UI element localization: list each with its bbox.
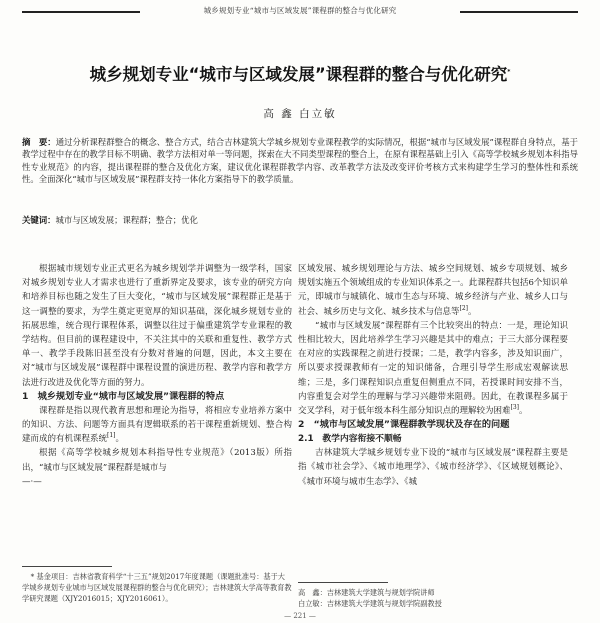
running-header: 城乡规划专业“城市与区域发展”课程群的整合与优化研究 <box>203 6 397 15</box>
footnote-rule-right <box>298 582 388 583</box>
authors: 高 鑫 白立敏 <box>263 108 337 120</box>
section-1-paragraph-2: 根据《高等学校城乡规划本科指导性专业规范》（2013版）所指出，“城市与区域发展”课程群是城市与 <box>22 448 292 473</box>
features-paragraph-text: “城市与区域发展”课程群有三个比较突出的特点：一是，理论知识性相比较大，因此培养学生学习兴趣是其中的难点；于三大部分课程要在对应的实践课程之前进行授课；二是，教学内容多，涉及知识面广，所以要求授课教师有一定的知识储备，合理引导学生形成宏观解读思维；三是，多门课程知识点重复但侧重点不同，若授课时间安排不当，内容重复会对学生的理解与学习兴趣带来阻碍。因此，在教课程多属于交叉学科，对于低年级本科生部分知识点的理解较为困难 <box>298 320 568 417</box>
features-paragraph-end: 。 <box>519 406 528 417</box>
author-footnote <box>298 587 578 609</box>
paper-title-text: 城乡规划专业“城市与区域发展”课程群的整合与优化研究 <box>89 65 508 84</box>
section-2-heading: 2 “城市与区域发展”课程群教学现状及存在的问题 <box>298 419 510 431</box>
column-dash: —·— <box>22 476 42 487</box>
continued-paragraph-end: 。 <box>468 306 477 317</box>
citation-2: [2] <box>459 304 469 312</box>
intro-paragraph: 根据城市规划专业正式更名为城乡规划学并调整为一级学科，国家对城乡规划专业人才需求也进行了重新界定及要求，该专业的研究方向和培养目标也随之发生了巨大变化，“城市与区域发展”课程群正是基于这一调整的要求，为学生奠定更宽厚的知识基础，深化城乡规划专业的拓展思维，统合现行课程体系，调整以往过于偏重建筑学专业课程的教学结构。但目前的课程建设中，不关注其中的关联和重复性、教学方式单一、教学手段陈旧甚至没有分数对普遍的问题，因此，本文主要在对“城市与区域发展”课程群中课程设置的演进历程、教学内容和教学方法进行改进及优化等方面的努力。 <box>22 264 292 388</box>
header-rule-right <box>460 11 578 13</box>
header-rule-left <box>22 11 140 13</box>
continued-paragraph-text: 区域发展、城乡规划理论与方法、城乡空间规划、城乡专项规划、城乡规划实施五个领域组成的专业知识体系之一。此课程群共包括6个知识单元，即城市与城镇化、城市生态与环境、城乡经济与产业、城乡人口与社会、城乡历史与文化、城乡技术与信息等 <box>298 264 568 317</box>
footnote-rule-left <box>22 566 112 567</box>
funding-footnote <box>22 571 292 604</box>
paper-title <box>40 64 560 86</box>
author-footnote-line-2: 白立敏：吉林建筑大学建筑与规划学院副教授 <box>298 599 442 608</box>
title-footnote-mark: * <box>507 68 511 76</box>
left-column <box>22 262 292 562</box>
citation-3: [3] <box>510 404 520 412</box>
subsection-2-1-paragraph: 吉林建筑大学城乡规划专业下设的“城市与区域发展”课程群主要是指《城市社会学》、《城市地理学》、《城市经济学》、《区域规划概论》、《城市环境与城市生态学》、《城 <box>298 448 568 487</box>
right-column <box>298 262 568 617</box>
keywords-text: 城市与区域发展；课程群；整合；优化 <box>55 215 198 225</box>
continued-paragraph <box>298 262 568 319</box>
abstract <box>22 136 578 186</box>
funding-footnote-text: * 基金项目：吉林省教育科学“十三五”规划2017年度课题（课题批准号：基于大学城乡规划专业城市与区域发展课程群的整合与优化研究）；吉林建筑大学高等教育教学研究课题（XJY2016015；XJY2016061）。 <box>22 572 292 603</box>
section-1-heading: 1 城乡规划专业“城市与区域发展”课程群的特点 <box>22 390 225 402</box>
citation-1: [1] <box>107 432 116 440</box>
subsection-2-1-heading: 2.1 教学内容衔接不顺畅 <box>298 434 402 445</box>
abstract-label: 摘 要： <box>22 137 56 147</box>
keywords-label: 关键词： <box>22 215 56 225</box>
page-number: — 221 — <box>284 612 316 620</box>
abstract-text: 通过分析课程群整合的概念、整合方式，结合吉林建筑大学城乡规划专业课程教学的实际情况，根据“城市与区域发展”课程群自身特点，基于教学过程中存在的教学目标不明确、教学方法相对单一等问题，探索在大不同类型课程的整合上，在原有课程基础上引入《高等学校城乡规划本科指导性专业规范》的内容，提出课程群的整合及优化方案，建议优化课程群教学内容、改革教学方法及改变评价考核方式来构建学生学习的整体性和系统性。全面深化“城市与区域发展”课程群支持一体化方案指导下的教学质量。 <box>22 137 578 185</box>
features-paragraph <box>298 319 568 418</box>
section-1-paragraph-1-end: 。 <box>115 434 125 445</box>
section-1-paragraph-1-text: 课程群是指以现代教育思想和理论为指导，将相应专业培养方案中的知识、方法、问题等方面具有逻辑联系的若干课程重新规划、整合构建而成的有机课程系统 <box>22 405 292 445</box>
keywords <box>22 214 578 226</box>
author-footnote-line-1: 高 鑫：吉林建筑大学建筑与规划学院讲师 <box>298 588 435 597</box>
section-1-paragraph-1 <box>22 404 292 447</box>
